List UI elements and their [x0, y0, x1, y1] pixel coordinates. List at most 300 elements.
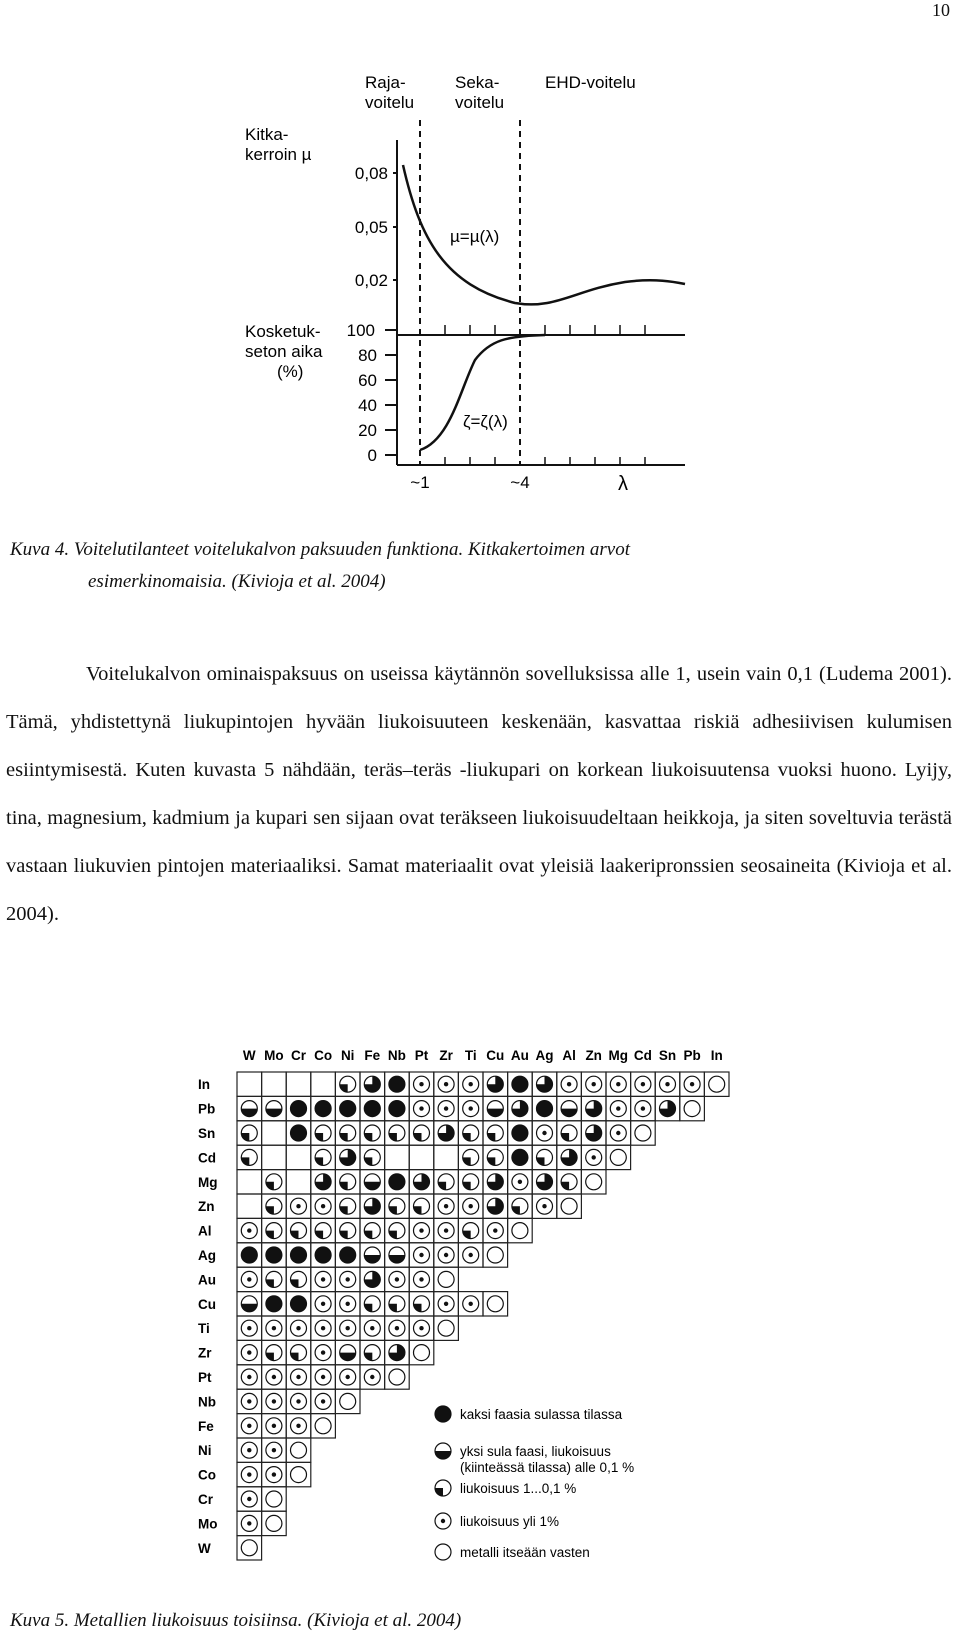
- column-header-Nb: Nb: [387, 1048, 406, 1063]
- matrix-cell: [508, 1145, 533, 1169]
- matrix-cell: [262, 1365, 287, 1389]
- figure-5-caption: Kuva 5. Metallien liukoisuus toisiinsa. (Kivioja et al. 2004): [10, 1610, 462, 1631]
- row-label-Zn: Zn: [198, 1199, 215, 1215]
- matrix-cell: [581, 1170, 606, 1194]
- matrix-cell: [434, 1218, 459, 1242]
- matrix-row-Cu: [237, 1292, 508, 1316]
- matrix-cell: [262, 1340, 287, 1364]
- regime-header-1: Seka-: [455, 73, 500, 92]
- contact-axis-label: seton aika: [245, 342, 323, 361]
- legend-text: yksi sula faasi, liukoisuus: [460, 1444, 611, 1459]
- matrix-cell: [606, 1145, 631, 1169]
- contact-tick-label: 0: [367, 446, 377, 465]
- matrix-cell: [335, 1316, 360, 1340]
- matrix-cell: [262, 1194, 287, 1218]
- matrix-cell: [286, 1218, 311, 1242]
- matrix-cell: [483, 1145, 508, 1169]
- figure-4-caption: [10, 534, 940, 598]
- matrix-cell: [458, 1292, 483, 1316]
- matrix-cell: [385, 1194, 410, 1218]
- matrix-cell: [335, 1145, 360, 1169]
- matrix-cell: [458, 1121, 483, 1145]
- matrix-cell: [434, 1072, 459, 1096]
- matrix-cell: [409, 1243, 434, 1267]
- matrix-cell: [508, 1218, 533, 1242]
- matrix-cell: [606, 1072, 631, 1096]
- row-label-Al: Al: [198, 1223, 212, 1239]
- matrix-cell: [335, 1194, 360, 1218]
- matrix-cell: [631, 1096, 656, 1120]
- body-paragraph: [6, 650, 952, 938]
- matrix-cell: [409, 1072, 434, 1096]
- zeta-curve-label: ζ=ζ(λ): [463, 412, 508, 431]
- matrix-row-W: [237, 1536, 262, 1560]
- matrix-cell: [286, 1316, 311, 1340]
- matrix-cell: [360, 1121, 385, 1145]
- column-header-In: In: [710, 1048, 723, 1063]
- contact-tick-label: 20: [358, 421, 377, 440]
- matrix-cell: [434, 1267, 459, 1291]
- matrix-cell: [409, 1145, 434, 1169]
- column-header-Cr: Cr: [290, 1048, 307, 1063]
- matrix-cell: [483, 1121, 508, 1145]
- row-label-Cr: Cr: [198, 1492, 214, 1507]
- column-header-Cd: Cd: [633, 1048, 652, 1063]
- legend: [435, 1406, 634, 1560]
- matrix-cell: [311, 1096, 336, 1120]
- matrix-cell: [237, 1487, 262, 1511]
- lubrication-regime-headers: [365, 73, 636, 112]
- legend-text: metalli itseään vasten: [460, 1545, 590, 1560]
- matrix-row-Sn: [237, 1121, 655, 1145]
- matrix-cell: [458, 1096, 483, 1120]
- column-header-Ag: Ag: [535, 1048, 554, 1063]
- caption-line-1: Kuva 4. Voitelutilanteet voitelukalvon paksuuden funktiona. Kitkakertoimen arvot: [10, 539, 631, 560]
- matrix-cell: [458, 1194, 483, 1218]
- x-tick-label: ~1: [410, 473, 430, 492]
- row-label-Pt: Pt: [198, 1370, 212, 1385]
- matrix-row-Cr: [237, 1487, 286, 1511]
- matrix-cell: [385, 1365, 410, 1389]
- column-header-Pb: Pb: [683, 1048, 701, 1063]
- matrix-cell: [237, 1462, 262, 1486]
- matrix-cell: [508, 1194, 533, 1218]
- matrix-row-Au: [237, 1267, 458, 1291]
- matrix-cell: [434, 1121, 459, 1145]
- matrix-cell: [237, 1389, 262, 1413]
- matrix-cell: [237, 1267, 262, 1291]
- row-label-Zr: Zr: [198, 1345, 212, 1361]
- row-label-Au: Au: [198, 1272, 216, 1288]
- matrix-cell: [483, 1243, 508, 1267]
- matrix-row-Al: [237, 1218, 532, 1242]
- matrix-cell: [508, 1170, 533, 1194]
- matrix-cell: [606, 1121, 631, 1145]
- matrix-cell: [483, 1072, 508, 1096]
- matrix-cell: [237, 1292, 262, 1316]
- matrix-row-Zr: [237, 1340, 434, 1364]
- legend-item: [435, 1406, 623, 1422]
- matrix-cell: [335, 1340, 360, 1364]
- column-header-Zr: Zr: [439, 1048, 453, 1063]
- matrix-cell: [360, 1267, 385, 1291]
- matrix-cell: [286, 1340, 311, 1364]
- matrix-row-Mo: [237, 1511, 286, 1535]
- regime-header-2: EHD-voitelu: [545, 73, 636, 92]
- matrix-cell: [483, 1218, 508, 1242]
- matrix-cell: [237, 1072, 262, 1096]
- column-header-Mo: Mo: [264, 1048, 284, 1063]
- column-header-Ni: Ni: [340, 1048, 355, 1063]
- matrix-row-Pb: [237, 1096, 704, 1120]
- matrix-cell: [286, 1365, 311, 1389]
- matrix-cell: [335, 1292, 360, 1316]
- matrix-cell: [385, 1243, 410, 1267]
- matrix-cell: [262, 1462, 287, 1486]
- matrix-cell: [458, 1170, 483, 1194]
- matrix-cell: [237, 1121, 262, 1145]
- row-label-Fe: Fe: [198, 1418, 214, 1434]
- matrix-cell: [385, 1292, 410, 1316]
- matrix-cell: [360, 1096, 385, 1120]
- matrix-cell: [434, 1243, 459, 1267]
- matrix-row-Zn: [237, 1194, 581, 1218]
- column-header-Au: Au: [510, 1048, 529, 1063]
- matrix-cell: [335, 1218, 360, 1242]
- matrix-row-Nb: [237, 1389, 360, 1413]
- figure-4-lubrication-chart: [245, 70, 715, 500]
- matrix-cell: [655, 1072, 680, 1096]
- matrix-cell: [557, 1170, 582, 1194]
- matrix-cell: [237, 1145, 262, 1169]
- matrix-cell: [434, 1316, 459, 1340]
- column-header-Al: Al: [562, 1048, 576, 1063]
- matrix-cell: [409, 1267, 434, 1291]
- matrix-cell: [237, 1438, 262, 1462]
- matrix-cell: [237, 1365, 262, 1389]
- matrix-cell: [458, 1243, 483, 1267]
- matrix-cell: [286, 1170, 311, 1194]
- matrix-row-Ag: [237, 1243, 508, 1267]
- mu-curve-label: µ=µ(λ): [450, 227, 500, 246]
- axis-ticks: [347, 164, 645, 495]
- matrix-cell: [434, 1292, 459, 1316]
- matrix-cell: [311, 1121, 336, 1145]
- matrix-cell: [311, 1414, 336, 1438]
- matrix-cell: [286, 1096, 311, 1120]
- matrix-cell: [581, 1121, 606, 1145]
- axis-labels: [245, 125, 323, 381]
- matrix-cell: [631, 1121, 656, 1145]
- matrix-cell: [286, 1145, 311, 1169]
- matrix-cell: [335, 1170, 360, 1194]
- matrix-cell: [335, 1072, 360, 1096]
- matrix-cell: [483, 1194, 508, 1218]
- matrix-cell: [631, 1072, 656, 1096]
- matrix-cell: [385, 1072, 410, 1096]
- matrix-cell: [409, 1292, 434, 1316]
- contact-axis-label: Kosketuk-: [245, 322, 321, 341]
- matrix-cell: [385, 1145, 410, 1169]
- regime-header-1: voitelu: [455, 93, 505, 112]
- legend-text: kaksi faasia sulassa tilassa: [460, 1407, 623, 1422]
- matrix-cell: [434, 1170, 459, 1194]
- matrix-cell: [483, 1292, 508, 1316]
- matrix-cell: [311, 1194, 336, 1218]
- matrix-cell: [360, 1292, 385, 1316]
- row-label-Pb: Pb: [198, 1101, 216, 1117]
- matrix-cell: [409, 1194, 434, 1218]
- paragraph-text: Voitelukalvon ominaispaksuus on useissa käytännön sovelluksissa alle 1, usein vain 0,1 (Ludema 2001). Tämä, yhdistettynä liukupintojen hyvään liukoisuuteen keskenään, kasvattaa riskiä adhesiivisen kulumisen esiintymisestä. Kuten kuvasta 5 nähdään, teräs–teräs -liukupari on korkean liukoisuutensa vuoksi huono. Lyijy, tina, magnesium, kadmium ja kupari sen sijaan ovat teräkseen liukoisuudeltaan heikkoja, ja siten soveltuvia terästä vastaan liukuvien pintojen materiaaliksi. Samat materiaalit ovat yleisiä laakeripronssien seosaineita (Kivioja et al. 2004).: [6, 663, 952, 925]
- matrix-cell: [360, 1170, 385, 1194]
- matrix-cell: [385, 1316, 410, 1340]
- row-label-Nb: Nb: [198, 1394, 216, 1410]
- matrix-cell: [508, 1096, 533, 1120]
- row-label-W: W: [198, 1540, 211, 1556]
- matrix-cell: [409, 1096, 434, 1120]
- matrix-cell: [262, 1121, 287, 1145]
- column-header-Mg: Mg: [608, 1048, 629, 1063]
- matrix-cell: [262, 1414, 287, 1438]
- matrix-cell: [262, 1438, 287, 1462]
- matrix-cell: [262, 1072, 287, 1096]
- matrix-cell: [385, 1170, 410, 1194]
- page-number: 10: [932, 0, 950, 20]
- matrix-cell: [286, 1292, 311, 1316]
- matrix-cell: [458, 1218, 483, 1242]
- regime-header-0: voitelu: [365, 93, 415, 112]
- matrix-cell: [458, 1072, 483, 1096]
- matrix-cell: [335, 1121, 360, 1145]
- contact-tick-label: 80: [358, 346, 377, 365]
- matrix-cell: [311, 1389, 336, 1413]
- matrix-cell: [262, 1292, 287, 1316]
- matrix-cell: [311, 1072, 336, 1096]
- matrix-cell: [311, 1316, 336, 1340]
- matrix-cell: [532, 1194, 557, 1218]
- friction-axis-label: Kitka-: [245, 125, 289, 144]
- matrix-cell: [286, 1414, 311, 1438]
- matrix-cell: [360, 1316, 385, 1340]
- figure-5-solubility-matrix: [195, 1040, 735, 1580]
- matrix-cell: [532, 1096, 557, 1120]
- matrix-row-Pt: [237, 1365, 409, 1389]
- contact-tick-label: 60: [358, 371, 377, 390]
- column-header-Fe: Fe: [364, 1048, 381, 1063]
- column-header-Zn: Zn: [585, 1048, 602, 1063]
- contact-axis-label: (%): [277, 362, 304, 381]
- matrix-cell: [286, 1267, 311, 1291]
- matrix-cell: [360, 1194, 385, 1218]
- matrix-cell: [286, 1389, 311, 1413]
- matrix-cell: [532, 1145, 557, 1169]
- matrix-cell: [237, 1243, 262, 1267]
- matrix-cell: [262, 1316, 287, 1340]
- matrix-cell: [360, 1072, 385, 1096]
- matrix-cell: [409, 1170, 434, 1194]
- matrix-cell: [532, 1170, 557, 1194]
- matrix-cell: [286, 1072, 311, 1096]
- matrix-cell: [360, 1365, 385, 1389]
- row-label-In: In: [198, 1077, 210, 1093]
- matrix-row-Co: [237, 1462, 311, 1486]
- row-label-Co: Co: [198, 1467, 216, 1483]
- matrix-cell: [262, 1511, 287, 1535]
- matrix-cell: [311, 1243, 336, 1267]
- matrix-cell: [286, 1243, 311, 1267]
- matrix-cell: [557, 1121, 582, 1145]
- column-header-Co: Co: [314, 1048, 333, 1063]
- matrix-cell: [409, 1121, 434, 1145]
- matrix-cell: [262, 1267, 287, 1291]
- legend-item: [435, 1513, 559, 1529]
- row-label-Ti: Ti: [198, 1321, 210, 1337]
- matrix-cell: [311, 1267, 336, 1291]
- matrix-cell: [557, 1145, 582, 1169]
- matrix-cell: [581, 1145, 606, 1169]
- row-label-Cu: Cu: [198, 1296, 216, 1312]
- column-header-Ti: Ti: [464, 1048, 477, 1063]
- matrix-cell: [483, 1096, 508, 1120]
- matrix-cell: [581, 1096, 606, 1120]
- column-header-Pt: Pt: [414, 1048, 429, 1063]
- regime-header-0: Raja-: [365, 73, 406, 92]
- matrix-cell: [458, 1145, 483, 1169]
- matrix-cell: [704, 1072, 729, 1096]
- matrix-cell: [262, 1218, 287, 1242]
- matrix-cell: [237, 1194, 262, 1218]
- matrix-cell: [360, 1243, 385, 1267]
- matrix-row-Fe: [237, 1414, 335, 1438]
- matrix-cell: [680, 1072, 705, 1096]
- matrix-cell: [262, 1096, 287, 1120]
- matrix-cell: [311, 1170, 336, 1194]
- matrix-row-Cd: [237, 1145, 631, 1169]
- matrix-row-Ti: [237, 1316, 458, 1340]
- matrix-cell: [360, 1218, 385, 1242]
- matrix-cell: [532, 1121, 557, 1145]
- friction-curve: [403, 165, 685, 304]
- friction-tick-label: 0,08: [354, 164, 388, 183]
- matrix-cell: [311, 1365, 336, 1389]
- legend-item: [435, 1544, 590, 1560]
- legend-item: [435, 1480, 576, 1496]
- legend-item: [435, 1443, 634, 1475]
- friction-tick-label: 0,02: [354, 271, 388, 290]
- x-tick-label: ~4: [510, 473, 530, 492]
- matrix-cell: [409, 1316, 434, 1340]
- friction-tick-label: 0,05: [354, 218, 388, 237]
- column-headers: [243, 1048, 723, 1063]
- matrix-cell: [385, 1121, 410, 1145]
- matrix-cell: [385, 1267, 410, 1291]
- matrix-cell: [360, 1340, 385, 1364]
- row-label-Sn: Sn: [198, 1126, 216, 1141]
- matrix-cell: [237, 1218, 262, 1242]
- row-label-Ag: Ag: [198, 1248, 216, 1263]
- matrix-row-Mg: [237, 1170, 606, 1194]
- matrix-cell: [262, 1145, 287, 1169]
- matrix-cell: [237, 1096, 262, 1120]
- matrix-cell: [286, 1194, 311, 1218]
- matrix-cell: [360, 1145, 385, 1169]
- matrix-cell: [335, 1243, 360, 1267]
- matrix-cell: [557, 1072, 582, 1096]
- matrix-cell: [237, 1414, 262, 1438]
- column-header-W: W: [242, 1048, 256, 1063]
- caption-line-2: esimerkinomaisia. (Kivioja et al. 2004): [88, 571, 386, 592]
- matrix-cell: [434, 1145, 459, 1169]
- matrix-cell: [335, 1096, 360, 1120]
- contact-tick-label: 40: [358, 396, 377, 415]
- matrix-cell: [434, 1194, 459, 1218]
- legend-text: (kiinteässä tilassa) alle 0,1 %: [460, 1460, 635, 1475]
- legend-text: liukoisuus yli 1%: [460, 1514, 560, 1529]
- matrix-cell: [262, 1243, 287, 1267]
- matrix-cell: [311, 1340, 336, 1364]
- matrix-cell: [311, 1218, 336, 1242]
- x-axis-label: λ: [618, 473, 628, 495]
- matrix-cell: [606, 1096, 631, 1120]
- contact-time-curve: [420, 335, 545, 450]
- matrix-cell: [434, 1096, 459, 1120]
- matrix-cell: [581, 1072, 606, 1096]
- matrix-cell: [286, 1121, 311, 1145]
- matrix-cell: [237, 1340, 262, 1364]
- matrix-row-In: [237, 1072, 729, 1096]
- row-label-Mo: Mo: [198, 1516, 218, 1532]
- matrix-cell: [385, 1096, 410, 1120]
- row-labels: [198, 1077, 218, 1556]
- matrix-cell: [237, 1316, 262, 1340]
- friction-axis-label: kerroin µ: [245, 145, 312, 164]
- matrix-cell: [483, 1170, 508, 1194]
- matrix-cell: [409, 1340, 434, 1364]
- row-label-Cd: Cd: [198, 1150, 216, 1166]
- matrix-row-Ni: [237, 1438, 311, 1462]
- matrix-cell: [680, 1096, 705, 1120]
- legend-text: liukoisuus 1...0,1 %: [460, 1481, 577, 1496]
- matrix-cell: [557, 1096, 582, 1120]
- matrix-cell: [286, 1462, 311, 1486]
- matrix-cell: [508, 1121, 533, 1145]
- matrix-cell: [262, 1170, 287, 1194]
- matrix-cell: [385, 1340, 410, 1364]
- matrix-cell: [409, 1218, 434, 1242]
- matrix-cell: [335, 1389, 360, 1413]
- column-header-Cu: Cu: [486, 1048, 505, 1063]
- contact-tick-label: 100: [346, 321, 375, 340]
- matrix-cell: [286, 1438, 311, 1462]
- matrix-cell: [262, 1389, 287, 1413]
- matrix-cell: [311, 1292, 336, 1316]
- column-header-Sn: Sn: [658, 1048, 677, 1063]
- matrix-cell: [335, 1267, 360, 1291]
- matrix-cell: [262, 1487, 287, 1511]
- matrix-cell: [335, 1365, 360, 1389]
- row-label-Ni: Ni: [198, 1443, 212, 1459]
- matrix-cell: [385, 1218, 410, 1242]
- matrix-cell: [655, 1096, 680, 1120]
- matrix-cell: [508, 1072, 533, 1096]
- matrix-cell: [311, 1145, 336, 1169]
- matrix-cell: [532, 1072, 557, 1096]
- matrix-cell: [557, 1194, 582, 1218]
- matrix-cell: [237, 1170, 262, 1194]
- matrix-cell: [237, 1536, 262, 1560]
- matrix-cell: [237, 1511, 262, 1535]
- row-label-Mg: Mg: [198, 1174, 218, 1190]
